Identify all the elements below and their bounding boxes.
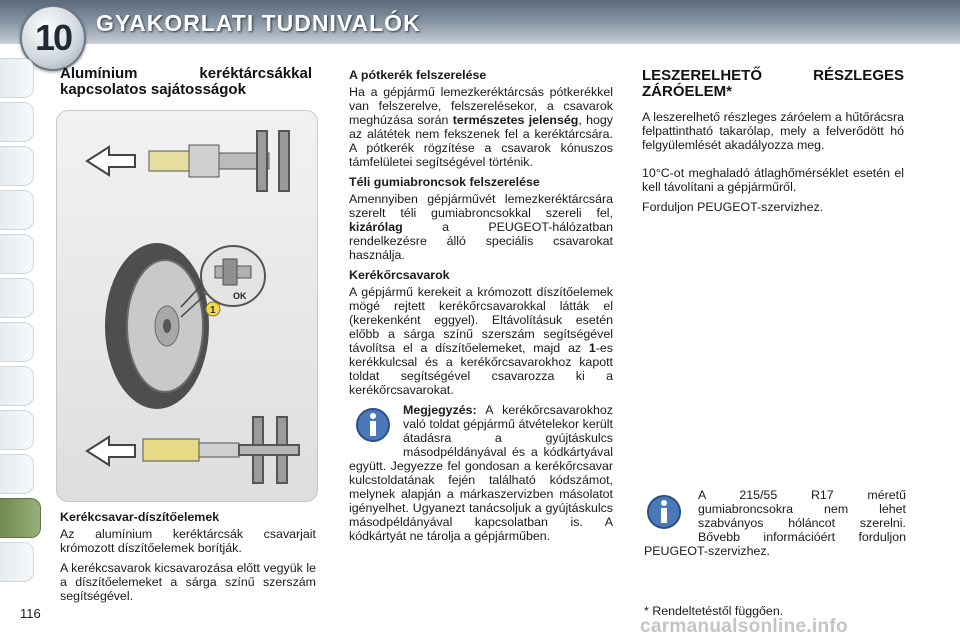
section-title-locking-bolts: Kerékőrcsavarok [349,268,450,282]
wheel [105,243,209,409]
side-tab[interactable] [0,366,34,406]
watermark: carmanualsonline.info [640,616,848,637]
note-box [349,403,613,543]
side-tab-active[interactable] [0,498,41,538]
info-box-snowchain [644,488,906,564]
note-paragraph: Megjegyzés: A kerékőrcsavarokhoz való toldat gépjármű átvételekor került átadásra a gyújtáskulcs másodpéldányával és a kódkártyával együtt. Jegyezze fel gondosan a kerékőrcsavar kulcstoldatának fején található kódszámot, melynek alapján a márkaszervizben másolatot igényelhet. Ugyanezt tanácsoljuk a gyújtáskulcs másodpéldányával kapcsolatban is. A kódkártyát ne tárolja a gépjárműben. [349,403,613,543]
info-paragraph: A 215/55 R17 méretű gumiabroncsokra nem lehet szabványos hóláncot szerelni. Bővebb információért forduljon PEUGEOT-szervizhez. [644,488,906,558]
section-heading-cover: LESZERELHETŐ RÉSZLEGES ZÁRÓELEM* [642,67,904,100]
side-tab[interactable] [0,146,34,186]
bolt-cap [189,145,219,177]
callout-1 [206,302,220,316]
ok-label: OK [233,291,247,301]
paragraph: Az alumínium keréktárcsák csavarjait krómozott díszítőelemek borítják. [60,527,316,555]
side-tabs [0,58,34,586]
side-tab[interactable] [0,542,34,582]
chapter-badge: 10 [20,5,86,71]
section-title-winter: Téli gumiabroncsok felszerelése [349,175,540,189]
section-title-trims: Kerékcsavar-díszítőelemek [60,510,220,524]
page-number: 116 [20,606,41,621]
column-left-text [60,510,316,609]
page-title: GYAKORLATI TUDNIVALÓK [96,10,421,36]
paragraph-winter: Amennyiben gépjárművét lemezkeréktárcsára szerelt téli gumiabroncsokkal szereli fel, kizárólag a PEUGEOT-hálózatban rendelkezésre álló speciális csavarokat használja. [349,192,613,262]
wheel-bolts-diagram [57,111,317,501]
callout-1-number: 1 [210,305,216,316]
side-tab[interactable] [0,410,34,450]
side-tab[interactable] [0,234,34,274]
column-right [642,68,904,220]
wheel-illustration [56,110,318,502]
yellow-tool-bottom [143,439,199,461]
extension-toldat [199,443,239,457]
paragraph-spare: Ha a gépjármű lemezkeréktárcsás pótkerékkel van felszerelve, felszerelésekor, a csavarok meghúzása során természetes jelenség, hogy az alátétek nem fekszenek fel a keréktárcsára. A pótkerék rögzítése a csavarok kónuszos támfelületei segítségével történik. [349,85,613,169]
side-tab[interactable] [0,102,34,142]
info-icon [355,405,391,445]
side-tab[interactable] [0,322,34,362]
column-left [60,66,312,98]
paragraph-locking-bolts: A gépjármű kerekeit a krómozott díszítőelemek mögé rejtett kerékőrcsavarokkal látták el (kerekenként eggyel). Eltávolításuk esetén előbb a sárga színű szerszám segítségével távolítsa el a díszítőelemeket, majd az 1-es kerékkulcsal és a kerékőrcsavarokhoz kapott toldat segítségével csavarozza ki a kerékőrcsavarokat. [349,285,613,397]
yellow-tool [149,151,189,171]
paragraph: A leszerelhető részleges záróelem a hűtőrácsra felpattintható takarólap, mely a felverődött hó felgyülemlését akadályozza meg. [642,110,904,152]
side-tab[interactable] [0,58,34,98]
side-tab[interactable] [0,190,34,230]
paragraph: Forduljon PEUGEOT-szervizhez. [642,200,824,214]
info-icon [646,492,682,532]
column-middle [349,68,613,549]
paragraph: 10°C-ot meghaladó átlaghőmérséklet esetén el kell távolítani a gépjárműről. [642,166,904,194]
section-heading: Alumínium keréktárcsákkal kapcsolatos sajátosságok [60,65,312,98]
side-tab[interactable] [0,278,34,318]
side-tab[interactable] [0,454,34,494]
rim-section-top [257,131,289,191]
rim-section-bottom [239,417,299,483]
section-title-spare: A pótkerék felszerelése [349,68,487,82]
removal-arrow-top [87,147,135,175]
footnote: * Rendeltetéstől függően. [644,604,784,618]
removal-arrow-bottom [87,437,135,465]
paragraph: A kerékcsavarok kicsavarozása előtt vegyük le a díszítőelemeket a sárga színű szerszám segítségével. [60,561,316,603]
